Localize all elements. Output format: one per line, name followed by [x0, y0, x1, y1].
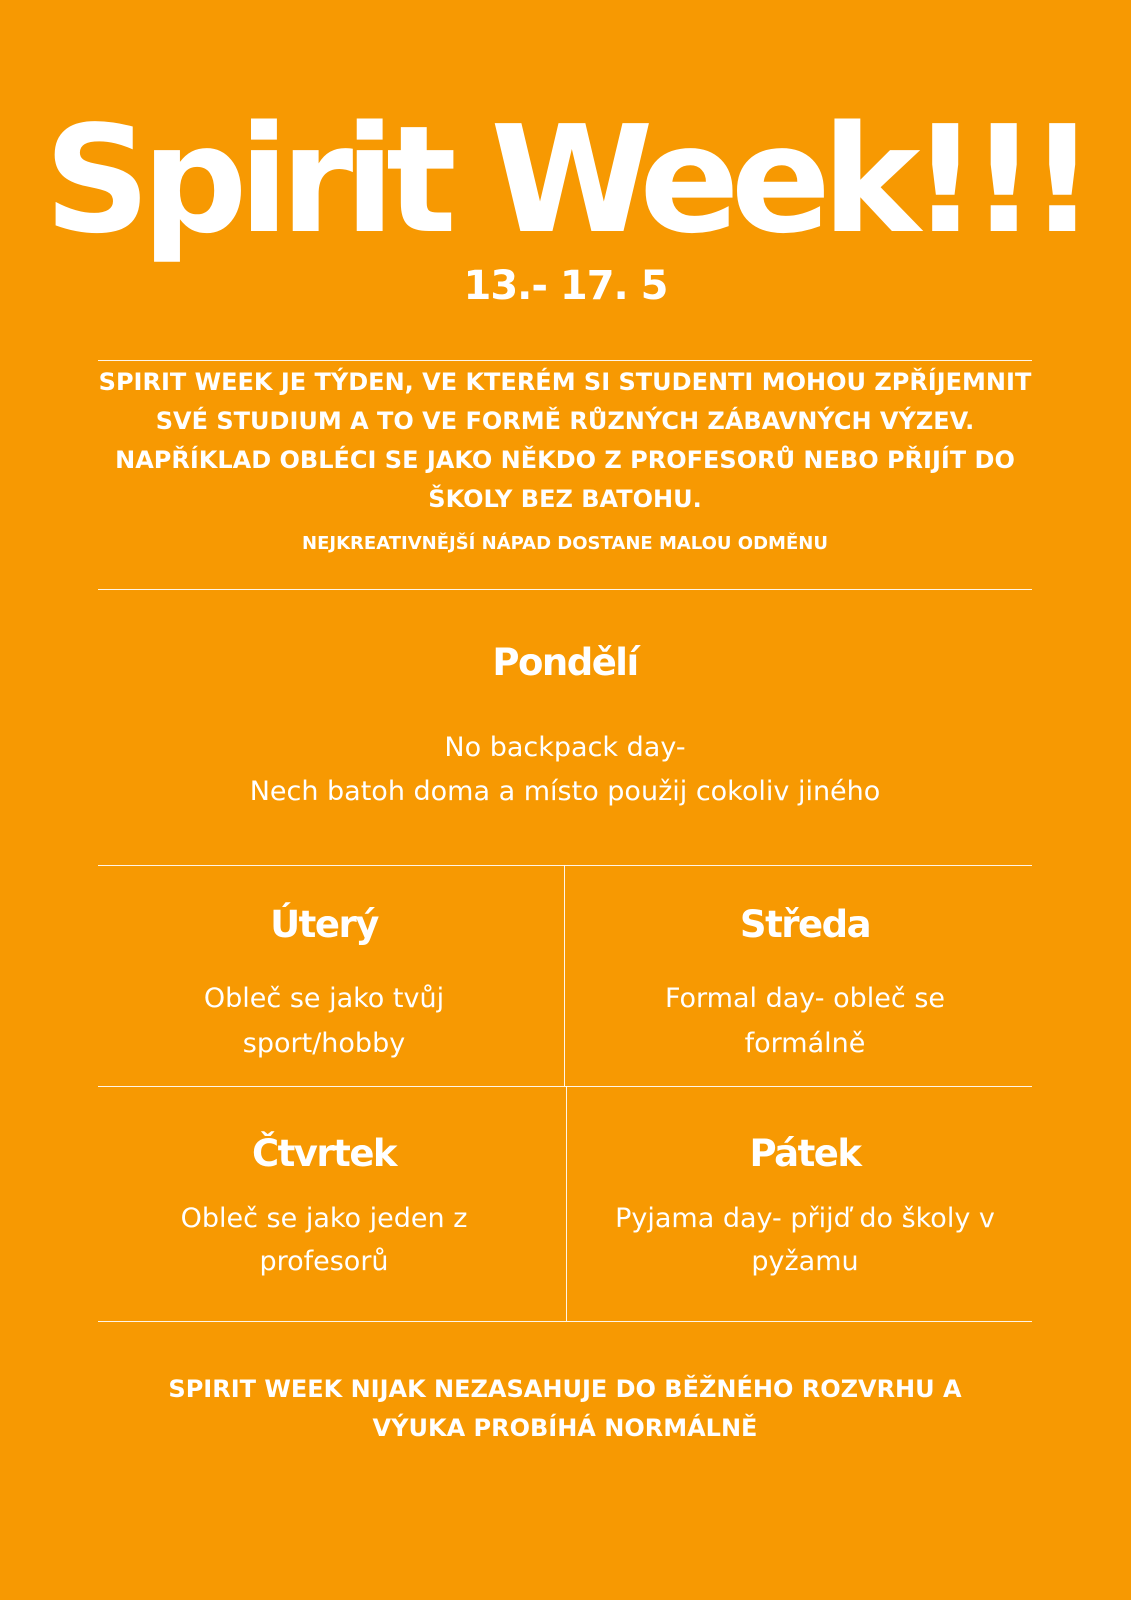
day-text-tuesday-line1: Obleč se jako tvůj: [203, 983, 445, 1014]
intro-text: SPIRIT WEEK JE TÝDEN, VE KTERÉM SI STUDENTI MOHOU ZPŘÍJEMNIT SVÉ STUDIUM A TO VE FORMĚ RŮZNÝCH ZÁBAVNÝCH VÝZEV. NAPŘÍKLAD OBLÉCI SE JAKO NĚKDO Z PROFESORŮ NEBO PŘIJÍT DO ŠKOLY BEZ BATOHU.: [98, 368, 1032, 513]
page-title: Spirit Week!!!: [44, 94, 1087, 266]
grid-divider-vertical-bottom: [566, 1086, 567, 1321]
day-text-thursday-line1: Obleč se jako jeden z: [180, 1203, 468, 1234]
day-text-monday-line1: No backpack day-: [444, 732, 686, 763]
footer-note: [98, 1370, 1032, 1448]
grid-divider-vertical-top: [564, 865, 565, 1086]
divider-grid-bottom: [98, 1321, 1032, 1322]
day-text-tuesday-line2: sport/hobby: [242, 1028, 406, 1059]
day-title-friday: Pátek: [749, 1132, 861, 1175]
day-title-monday: Pondělí: [492, 641, 638, 684]
divider-grid-middle: [98, 1086, 1032, 1087]
footer-line-2: VÝUKA PROBÍHÁ NORMÁLNĚ: [372, 1414, 758, 1442]
day-text-thursday-line2: profesorů: [259, 1246, 389, 1277]
footer-line-1: SPIRIT WEEK NIJAK NEZASAHUJE DO BĚŽNÉHO ROZVRHU A: [168, 1375, 962, 1403]
day-text-monday-line2: Nech batoh doma a místo použij cokoliv jiného: [249, 776, 881, 807]
day-text-friday-line2: pyžamu: [751, 1246, 859, 1277]
day-text-wednesday-line1: Formal day- obleč se: [664, 983, 946, 1014]
event-date: 13.- 17. 5: [463, 263, 668, 309]
divider-intro-bottom: [98, 589, 1032, 590]
day-title-tuesday: Úterý: [270, 903, 378, 946]
divider-top: [98, 360, 1032, 361]
intro-reward-text: NEJKREATIVNĚJŠÍ NÁPAD DOSTANE MALOU ODMĚNU: [302, 533, 828, 554]
day-text-friday-line1: Pyjama day- přijď do školy v: [615, 1203, 995, 1234]
day-title-thursday: Čtvrtek: [251, 1132, 397, 1175]
day-title-wednesday: Středa: [739, 903, 871, 946]
day-text-wednesday-line2: formálně: [744, 1028, 866, 1059]
divider-monday-bottom: [98, 865, 1032, 866]
